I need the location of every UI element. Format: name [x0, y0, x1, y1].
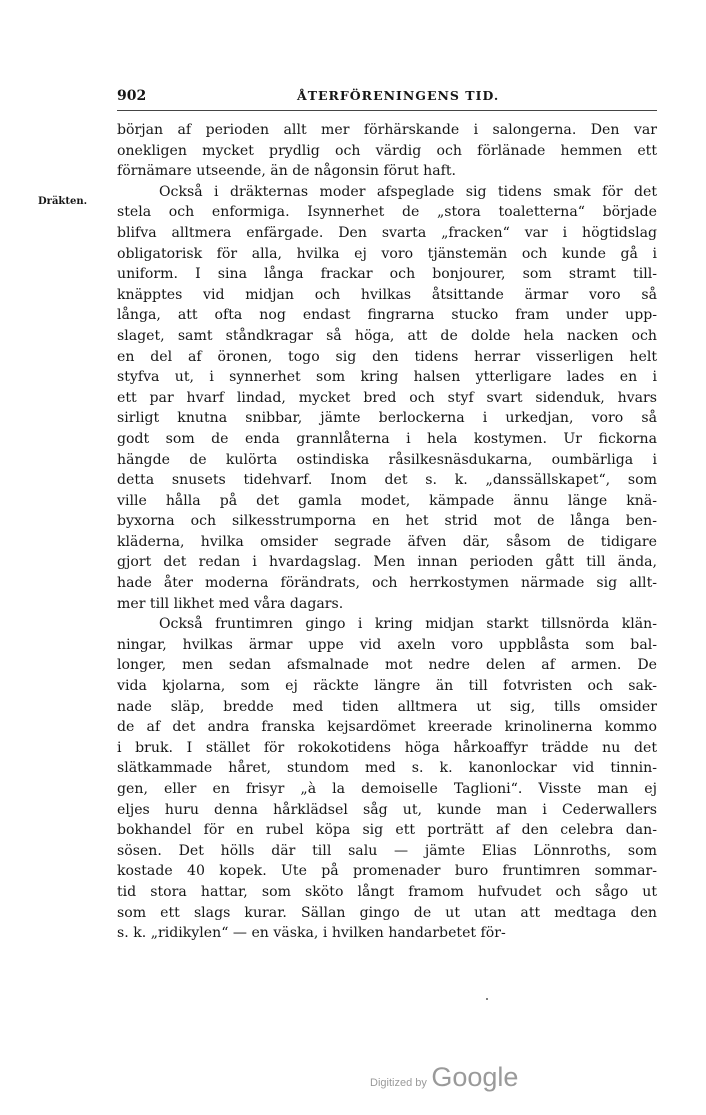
text-line: obligatorisk för alla, hvilka ej voro tjänstemän och kunde gå i: [117, 245, 657, 262]
text-line: knäpptes vid midjan och hvilkas åtsittande ärmar voro så: [117, 286, 657, 303]
text-line: sösen. Det hölls där till salu — jämte Elias Lönnroths, som: [117, 842, 657, 859]
body-text: [117, 120, 657, 944]
text-line: början af perioden allt mer förhärskande i salongerna. Den var: [117, 122, 657, 138]
text-line: Också fruntimren gingo i kring midjan starkt tillsnörda klän-: [159, 616, 657, 633]
text-line: stela och enformiga. Isynnerhet de „stora toaletterna“ började: [117, 204, 657, 221]
text-line: eljes huru denna hårklädsel såg ut, kunde man i Cederwallers: [117, 801, 657, 818]
page-number: 902: [117, 88, 147, 104]
text-line: förnämare utseende, än de någonsin förut haft.: [117, 163, 456, 180]
digitized-watermark: [370, 1062, 518, 1093]
text-line: i bruk. I stället för rokokotidens höga hårkoaffyr trädde nu det: [117, 739, 657, 756]
text-line: s. k. „ridikylen“ — en väska, i hvilken handarbetet för-: [117, 925, 506, 942]
text-line: mer till likhet med våra dagars.: [117, 595, 344, 612]
text-line: ville hålla på det gamla modet, kämpade ännu länge knä-: [117, 492, 657, 509]
google-logo: Google: [431, 1062, 519, 1092]
text-line: styfva ut, i synnerhet som kring halsen ytterligare lades en i: [117, 369, 657, 386]
text-line: nade släp, bredde med tiden alltmera ut sig, tills omsider: [117, 698, 657, 715]
text-line: slätkammade håret, stundom med s. k. kanonlockar vid tinnin-: [117, 760, 657, 777]
text-line: slaget, samt ståndkragar så höga, att de dolde hela nacken och: [117, 327, 657, 344]
text-line: gjort det redan i hvardagslag. Men innan perioden gått till ända,: [117, 554, 657, 571]
header-rule: [117, 110, 657, 111]
text-line: blifva alltmera enfärgade. Den svarta „fracken“ var i högtidslag: [117, 224, 657, 241]
text-line: uniform. I sina långa frackar och bonjourer, som stramt till-: [117, 266, 657, 283]
text-line: tid stora hattar, som sköto långt framom hufvudet och sågo ut: [117, 883, 657, 900]
text-line: Också i dräkternas moder afspeglade sig tidens smak för det: [159, 183, 657, 200]
text-line: en del af öronen, togo sig den tidens herrar visserligen helt: [117, 348, 657, 365]
text-line: de af det andra franska kejsardömet kreerade krinolinerna kommo: [117, 719, 657, 736]
text-line: hade åter moderna förändrats, och herrkostymen närmade sig allt-: [117, 575, 657, 592]
text-line: byxorna och silkesstrumporna en het strid mot de långa ben-: [117, 513, 657, 530]
text-line: gen, eller en frisyr „à la demoiselle Taglioni“. Visste man ej: [117, 781, 657, 797]
text-line: sirligt knutna snibbar, jämte berlockerna i urkedjan, voro så: [117, 410, 657, 427]
text-line: kostade 40 kopek. Ute på promenader buro fruntimren sommar-: [117, 863, 657, 880]
text-line: som ett slags kurar. Sällan gingo de ut utan att medtaga den: [117, 904, 657, 921]
text-line: hängde de kulörta ostindiska råsilkesnäsdukarna, oumbärliga i: [117, 451, 657, 468]
text-line: långa, att ofta nog endast fingrarna stucko fram under upp-: [117, 307, 657, 324]
text-line: vida kjolarna, som ej räckte längre än till fotvristen och sak-: [117, 678, 657, 695]
text-line: ningar, hvilkas ärmar uppe vid axeln voro uppblåsta som bal-: [117, 636, 657, 653]
text-line: bokhandel för en rubel köpa sig ett porträtt af den celebra dan-: [117, 822, 657, 839]
text-line: onekligen mycket prydlig och värdig och förlänade hemmen ett: [117, 142, 657, 159]
running-title: ÅTERFÖRENINGENS TID.: [297, 88, 500, 103]
page-header: [117, 88, 657, 106]
text-line: godt som de enda grannlåterna i hela kostymen. Ur fickorna: [117, 430, 657, 447]
text-line: longer, men sedan afsmalnade mot nedre delen af armen. De: [117, 657, 657, 674]
digitized-by-label: Digitized by: [370, 1077, 427, 1089]
stray-mark: [486, 998, 488, 1000]
text-line: kläderna, hvilka omsider segrade äfven där, såsom de tidigare: [117, 533, 657, 550]
text-line: detta snusets tidehvarf. Inom det s. k. „danssällskapet“, som: [117, 472, 657, 489]
margin-note: Dräkten.: [38, 196, 88, 207]
text-line: ett par hvarf lindad, mycket bred och styf svart sidenduk, hvars: [117, 389, 657, 406]
